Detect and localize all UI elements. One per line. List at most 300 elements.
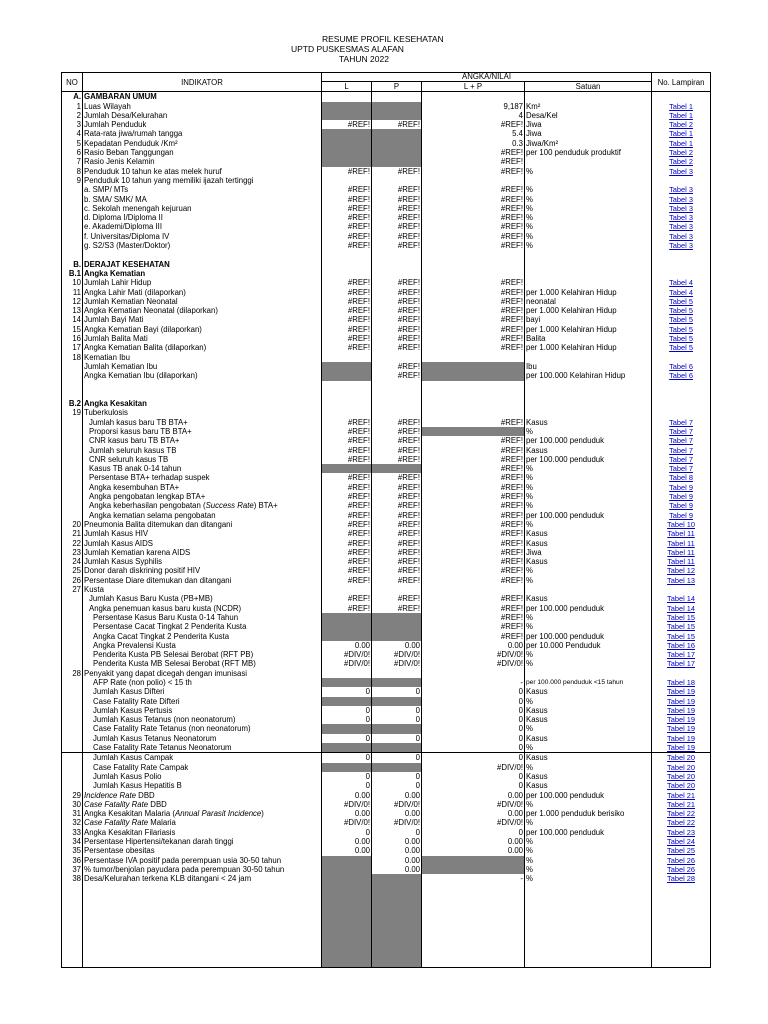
value-l [322,613,372,622]
indicator-label: Jumlah Balita Mati [83,334,322,343]
value-l: #REF! [322,278,372,287]
attachment-cell [652,837,711,846]
attachment-link[interactable]: Tabel 1 [669,110,693,120]
unit-label: Jiwa [525,120,652,129]
report-year: TAHUN 2022 [339,54,389,64]
value-l [322,176,372,185]
col-header-satuan: Satuan [525,82,652,92]
attachment-cell [652,306,711,315]
attachment-link[interactable]: Tabel 3 [669,166,693,176]
value-lp: #REF! [422,325,525,334]
indicator-label: Persentase obesitas [83,846,322,855]
unit-label: per 100.000 penduduk [525,511,652,520]
attachment-link[interactable]: Tabel 19 [667,696,695,706]
attachment-link[interactable]: Tabel 24 [667,837,695,847]
attachment-cell [652,809,711,818]
table-row [62,157,711,166]
attachment-cell [652,511,711,520]
table-row [62,874,711,883]
attachment-link[interactable]: Tabel 7 [669,436,693,446]
indicator-label: Angka Kematian Bayi (dilaporkan) [83,325,322,334]
unit-label: % [525,213,652,222]
indicator-label: Angka Kematian [83,269,322,278]
attachment-cell [652,874,711,883]
table-row [62,856,711,865]
value-lp: #REF! [422,613,525,622]
value-p [372,724,422,733]
attachment-cell [652,455,711,464]
indicator-label: Proporsi kasus baru TB BTA+ [83,427,322,436]
value-l: 0.00 [322,809,372,818]
row-number [62,455,83,464]
unit-label: Kasus [525,539,652,548]
value-lp: #REF! [422,204,525,213]
table-row [62,576,711,585]
attachment-link[interactable]: Tabel 14 [667,603,695,613]
row-number: 6 [62,148,83,157]
table-row [62,837,711,846]
unit-label: Kasus [525,557,652,566]
attachment-link[interactable]: Tabel 5 [669,296,693,306]
unit-label: per 100.000 Kelahiran Hidup [525,371,652,380]
indicator-label [83,250,322,259]
value-p: 0 [372,828,422,837]
table-row [62,706,711,715]
indicator-label: Angka Kematian Ibu (dilaporkan) [83,371,322,380]
value-p [372,697,422,706]
attachment-cell [652,622,711,631]
attachment-cell [652,148,711,157]
attachment-link[interactable]: Tabel 7 [669,426,693,436]
value-l: 0 [322,734,372,743]
indicator-label: Jumlah Kasus Pertusis [83,706,322,715]
attachment-link[interactable]: Tabel 2 [669,120,693,130]
attachment-link[interactable]: Tabel 9 [669,510,693,520]
attachment-link[interactable]: Tabel 20 [667,753,695,763]
attachment-link[interactable]: Tabel 3 [669,194,693,204]
value-l [322,362,372,371]
row-number: 26 [62,576,83,585]
unit-label: % [525,492,652,501]
attachment-link[interactable]: Tabel 15 [667,622,695,632]
attachment-link[interactable]: Tabel 3 [669,222,693,232]
attachment-cell [652,185,711,194]
unit-label [525,278,652,287]
value-lp: #REF! [422,120,525,129]
attachment-link[interactable]: Tabel 10 [667,519,695,529]
attachment-link[interactable]: Tabel 5 [669,343,693,353]
unit-label: % [525,427,652,436]
attachment-link[interactable]: Tabel 17 [667,659,695,669]
value-l: #DIV/0! [322,650,372,659]
row-number [62,501,83,510]
col-header-lampiran: No. Lampiran [652,73,711,92]
attachment-link[interactable]: Tabel 2 [669,148,693,158]
unit-label: % [525,659,652,668]
row-number [62,687,83,696]
attachment-cell [652,501,711,510]
attachment-link[interactable]: Tabel 12 [667,566,695,576]
value-p: #REF! [372,501,422,510]
unit-label [525,157,652,166]
table-row [62,185,711,194]
attachment-link[interactable]: Tabel 3 [669,213,693,223]
attachment-link[interactable]: Tabel 3 [669,241,693,251]
unit-label: per 100.000 penduduk <15 tahun [525,678,652,687]
table-row [62,865,711,874]
attachment-link[interactable]: Tabel 7 [669,454,693,464]
unit-label [525,260,652,269]
attachment-cell [652,176,711,185]
table-row [62,250,711,259]
empty-cell [422,921,525,930]
row-number: 13 [62,306,83,315]
value-l: 0.00 [322,791,372,800]
attachment-link[interactable]: Tabel 5 [669,315,693,325]
value-l: #REF! [322,473,372,482]
attachment-link[interactable]: Tabel 19 [667,743,695,753]
unit-label: % [525,204,652,213]
attachment-link[interactable]: Tabel 14 [667,594,695,604]
attachment-cell [652,604,711,613]
attachment-link[interactable]: Tabel 20 [667,781,695,791]
attachment-link[interactable]: Tabel 16 [667,640,695,650]
indicator-label: a. SMP/ MTs [83,185,322,194]
indicator-label: Incidence Rate DBD [83,791,322,800]
attachment-link[interactable]: Tabel 19 [667,724,695,734]
value-l [322,381,372,390]
attachment-link[interactable]: Tabel 3 [669,203,693,213]
value-p [372,763,422,772]
empty-cell [372,930,422,939]
indicator-label: Angka Kematian Balita (dilaporkan) [83,343,322,352]
attachment-link[interactable]: Tabel 7 [669,445,693,455]
value-lp: 0.00 [422,846,525,855]
unit-label: Balita [525,334,652,343]
table-row [62,678,711,687]
col-header-angka: ANGKA/NILAI [322,73,652,82]
attachment-cell [652,697,711,706]
empty-cell [652,893,711,902]
attachment-link[interactable]: Tabel 22 [667,818,695,828]
empty-cell [372,893,422,902]
indicator-label: Jumlah Kasus Hepatitis B [83,781,322,790]
indicator-label: Kematian Ibu [83,353,322,362]
value-l: #REF! [322,241,372,250]
unit-label: % [525,195,652,204]
row-number: 27 [62,585,83,594]
indicator-label: g. S2/S3 (Master/Doktor) [83,241,322,250]
attachment-link[interactable]: Tabel 19 [667,733,695,743]
value-lp: #REF! [422,632,525,641]
value-p [372,874,422,883]
row-number: 20 [62,520,83,529]
value-p: #REF! [372,418,422,427]
table-row [62,222,711,231]
attachment-cell [652,436,711,445]
table-row [62,167,711,176]
row-number: 28 [62,669,83,678]
attachment-cell [652,594,711,603]
value-p: #REF! [372,167,422,176]
value-lp: 0 [422,697,525,706]
value-lp: #REF! [422,539,525,548]
row-number: 32 [62,818,83,827]
indicator-label: Persentase BTA+ terhadap suspek [83,473,322,482]
attachment-link[interactable]: Tabel 22 [667,809,695,819]
indicator-label: Jumlah Kasus Syphilis [83,557,322,566]
table-row [62,288,711,297]
attachment-link[interactable]: Tabel 4 [669,278,693,288]
attachment-link[interactable]: Tabel 20 [667,771,695,781]
row-number [62,381,83,390]
value-lp: #REF! [422,520,525,529]
table-row [62,371,711,380]
attachment-link[interactable]: Tabel 3 [669,185,693,195]
empty-cell [372,958,422,968]
value-l: 0.00 [322,837,372,846]
attachment-cell [652,791,711,800]
indicator-label: Penderita Kusta PB Selesai Berobat (RFT PB) [83,650,322,659]
attachment-link[interactable]: Tabel 19 [667,715,695,725]
value-lp [422,362,525,371]
attachment-link[interactable]: Tabel 25 [667,846,695,856]
attachment-link[interactable]: Tabel 19 [667,705,695,715]
value-p [372,743,422,753]
attachment-link[interactable]: Tabel 5 [669,306,693,316]
unit-label: per 1.000 Kelahiran Hidup [525,288,652,297]
row-number [62,734,83,743]
row-number: 4 [62,129,83,138]
attachment-link[interactable]: Tabel 15 [667,631,695,641]
attachment-cell [652,362,711,371]
indicator-label: Angka Kesakitan Malaria (Annual Parasit Incidence) [83,809,322,818]
attachment-link[interactable]: Tabel 21 [667,799,695,809]
table-row [62,334,711,343]
attachment-link[interactable]: Tabel 5 [669,334,693,344]
unit-label: Jiwa [525,548,652,557]
attachment-link[interactable]: Tabel 6 [669,371,693,381]
value-lp: #REF! [422,483,525,492]
indicator-label: Jumlah Kasus Polio [83,772,322,781]
indicator-label: Jumlah Kematian karena AIDS [83,548,322,557]
value-l: #REF! [322,306,372,315]
indicator-label: Case Fatality Rate Tetanus (non neonatorum) [83,724,322,733]
attachment-link[interactable]: Tabel 13 [667,575,695,585]
attachment-cell [652,111,711,120]
attachment-link[interactable]: Tabel 11 [667,538,695,548]
attachment-link[interactable]: Tabel 17 [667,650,695,660]
value-lp: #REF! [422,195,525,204]
value-p: #REF! [372,594,422,603]
attachment-link[interactable]: Tabel 1 [669,138,693,148]
row-number [62,483,83,492]
value-l [322,408,372,417]
row-number: 37 [62,865,83,874]
empty-cell [422,949,525,958]
table-row [62,715,711,724]
attachment-link[interactable]: Tabel 9 [669,501,693,511]
attachment-cell [652,566,711,575]
attachment-cell [652,297,711,306]
attachment-link[interactable]: Tabel 28 [667,874,695,884]
attachment-link[interactable]: Tabel 11 [667,557,695,567]
value-l: #REF! [322,232,372,241]
empty-cell [83,921,322,930]
table-row [62,362,711,371]
value-l: #REF! [322,195,372,204]
attachment-cell [652,585,711,594]
value-lp: 0 [422,706,525,715]
table-row [62,325,711,334]
attachment-cell [652,706,711,715]
indicator-label: Angka keberhasilan pengobatan (Success Rate) BTA+ [83,501,322,510]
empty-cell [322,902,372,911]
attachment-link[interactable]: Tabel 6 [669,361,693,371]
table-row [62,260,711,269]
value-l [322,102,372,111]
value-lp: 5.4 [422,129,525,138]
attachment-link[interactable]: Tabel 18 [667,678,695,687]
value-p: #REF! [372,288,422,297]
value-l [322,157,372,166]
value-p [372,622,422,631]
value-p [372,176,422,185]
attachment-link[interactable]: Tabel 9 [669,492,693,502]
indicator-label: Case Fatality Rate Difteri [83,697,322,706]
attachment-link[interactable]: Tabel 5 [669,324,693,334]
unit-label: % [525,622,652,631]
attachment-link[interactable]: Tabel 2 [669,157,693,167]
value-l: #REF! [322,455,372,464]
value-l: 0 [322,706,372,715]
value-lp: #REF! [422,334,525,343]
indicator-label: d. Diploma I/Diploma II [83,213,322,222]
attachment-link[interactable]: Tabel 7 [669,464,693,474]
empty-cell [322,939,372,948]
attachment-link[interactable]: Tabel 23 [667,827,695,837]
unit-label: % [525,856,652,865]
attachment-link[interactable]: Tabel 26 [667,864,695,874]
attachment-link[interactable]: Tabel 4 [669,287,693,297]
attachment-link[interactable]: Tabel 9 [669,482,693,492]
value-p: 0 [372,687,422,696]
value-p: #REF! [372,483,422,492]
value-l: #REF! [322,297,372,306]
row-number [62,213,83,222]
table-row [62,613,711,622]
table-row [62,724,711,733]
table-row [62,557,711,566]
unit-label: % [525,232,652,241]
attachment-link[interactable]: Tabel 19 [667,687,695,697]
value-lp [422,856,525,865]
attachment-link[interactable]: Tabel 11 [667,529,695,539]
attachment-cell [652,576,711,585]
unit-label: % [525,222,652,231]
row-number: 7 [62,157,83,166]
value-l [322,399,372,408]
unit-label [525,269,652,278]
resume-table [61,72,711,968]
value-lp: #REF! [422,278,525,287]
unit-label: Jiwa/Km² [525,139,652,148]
empty-cell [83,949,322,958]
value-l: #REF! [322,594,372,603]
table-row [62,791,711,800]
value-l: #REF! [322,343,372,352]
row-number: 8 [62,167,83,176]
table-row [62,548,711,557]
empty-cell [372,902,422,911]
value-l: 0 [322,687,372,696]
value-p: 0 [372,781,422,790]
value-lp [422,669,525,678]
value-p: #REF! [372,427,422,436]
indicator-label: CNR seluruh kasus TB [83,455,322,464]
row-number [62,511,83,520]
value-l [322,371,372,380]
row-number [62,492,83,501]
table-row [62,585,711,594]
value-lp: #REF! [422,315,525,324]
empty-cell [62,939,83,948]
attachment-cell [652,687,711,696]
row-number: 2 [62,111,83,120]
value-l: #REF! [322,548,372,557]
unit-label: % [525,167,652,176]
empty-cell [372,939,422,948]
value-lp: 0 [422,772,525,781]
row-number [62,250,83,259]
attachment-link[interactable]: Tabel 7 [669,417,693,427]
attachment-link[interactable]: Tabel 15 [667,612,695,622]
attachment-link[interactable]: Tabel 1 [669,101,693,111]
row-number [62,594,83,603]
empty-cell [83,911,322,920]
value-p [372,139,422,148]
value-l: #DIV/0! [322,800,372,809]
row-number: 1 [62,102,83,111]
indicator-label: Jumlah Kasus Tetanus Neonatorum [83,734,322,743]
attachment-link[interactable]: Tabel 11 [667,547,695,557]
table-row [62,659,711,668]
value-p [372,250,422,259]
value-lp: 0.3 [422,139,525,148]
value-p: 0.00 [372,856,422,865]
row-number: 38 [62,874,83,883]
value-lp: 4 [422,111,525,120]
attachment-link[interactable]: Tabel 21 [667,790,695,800]
indicator-label: Angka Lahir Mati (dilaporkan) [83,288,322,297]
indicator-label: Penduduk 10 tahun yang memiliki ijazah tertinggi [83,176,322,185]
attachment-link[interactable]: Tabel 20 [667,762,695,772]
attachment-link[interactable]: Tabel 3 [669,231,693,241]
value-lp: #REF! [422,148,525,157]
attachment-link[interactable]: Tabel 1 [669,129,693,139]
indicator-label: c. Sekolah menengah kejuruan [83,204,322,213]
attachment-link[interactable]: Tabel 8 [669,473,693,483]
table-row [62,408,711,417]
table-row [62,418,711,427]
row-number [62,706,83,715]
table-row [62,213,711,222]
attachment-cell [652,250,711,259]
attachment-link[interactable]: Tabel 26 [667,855,695,865]
table-row [62,697,711,706]
unit-label [525,381,652,390]
value-lp: #REF! [422,566,525,575]
